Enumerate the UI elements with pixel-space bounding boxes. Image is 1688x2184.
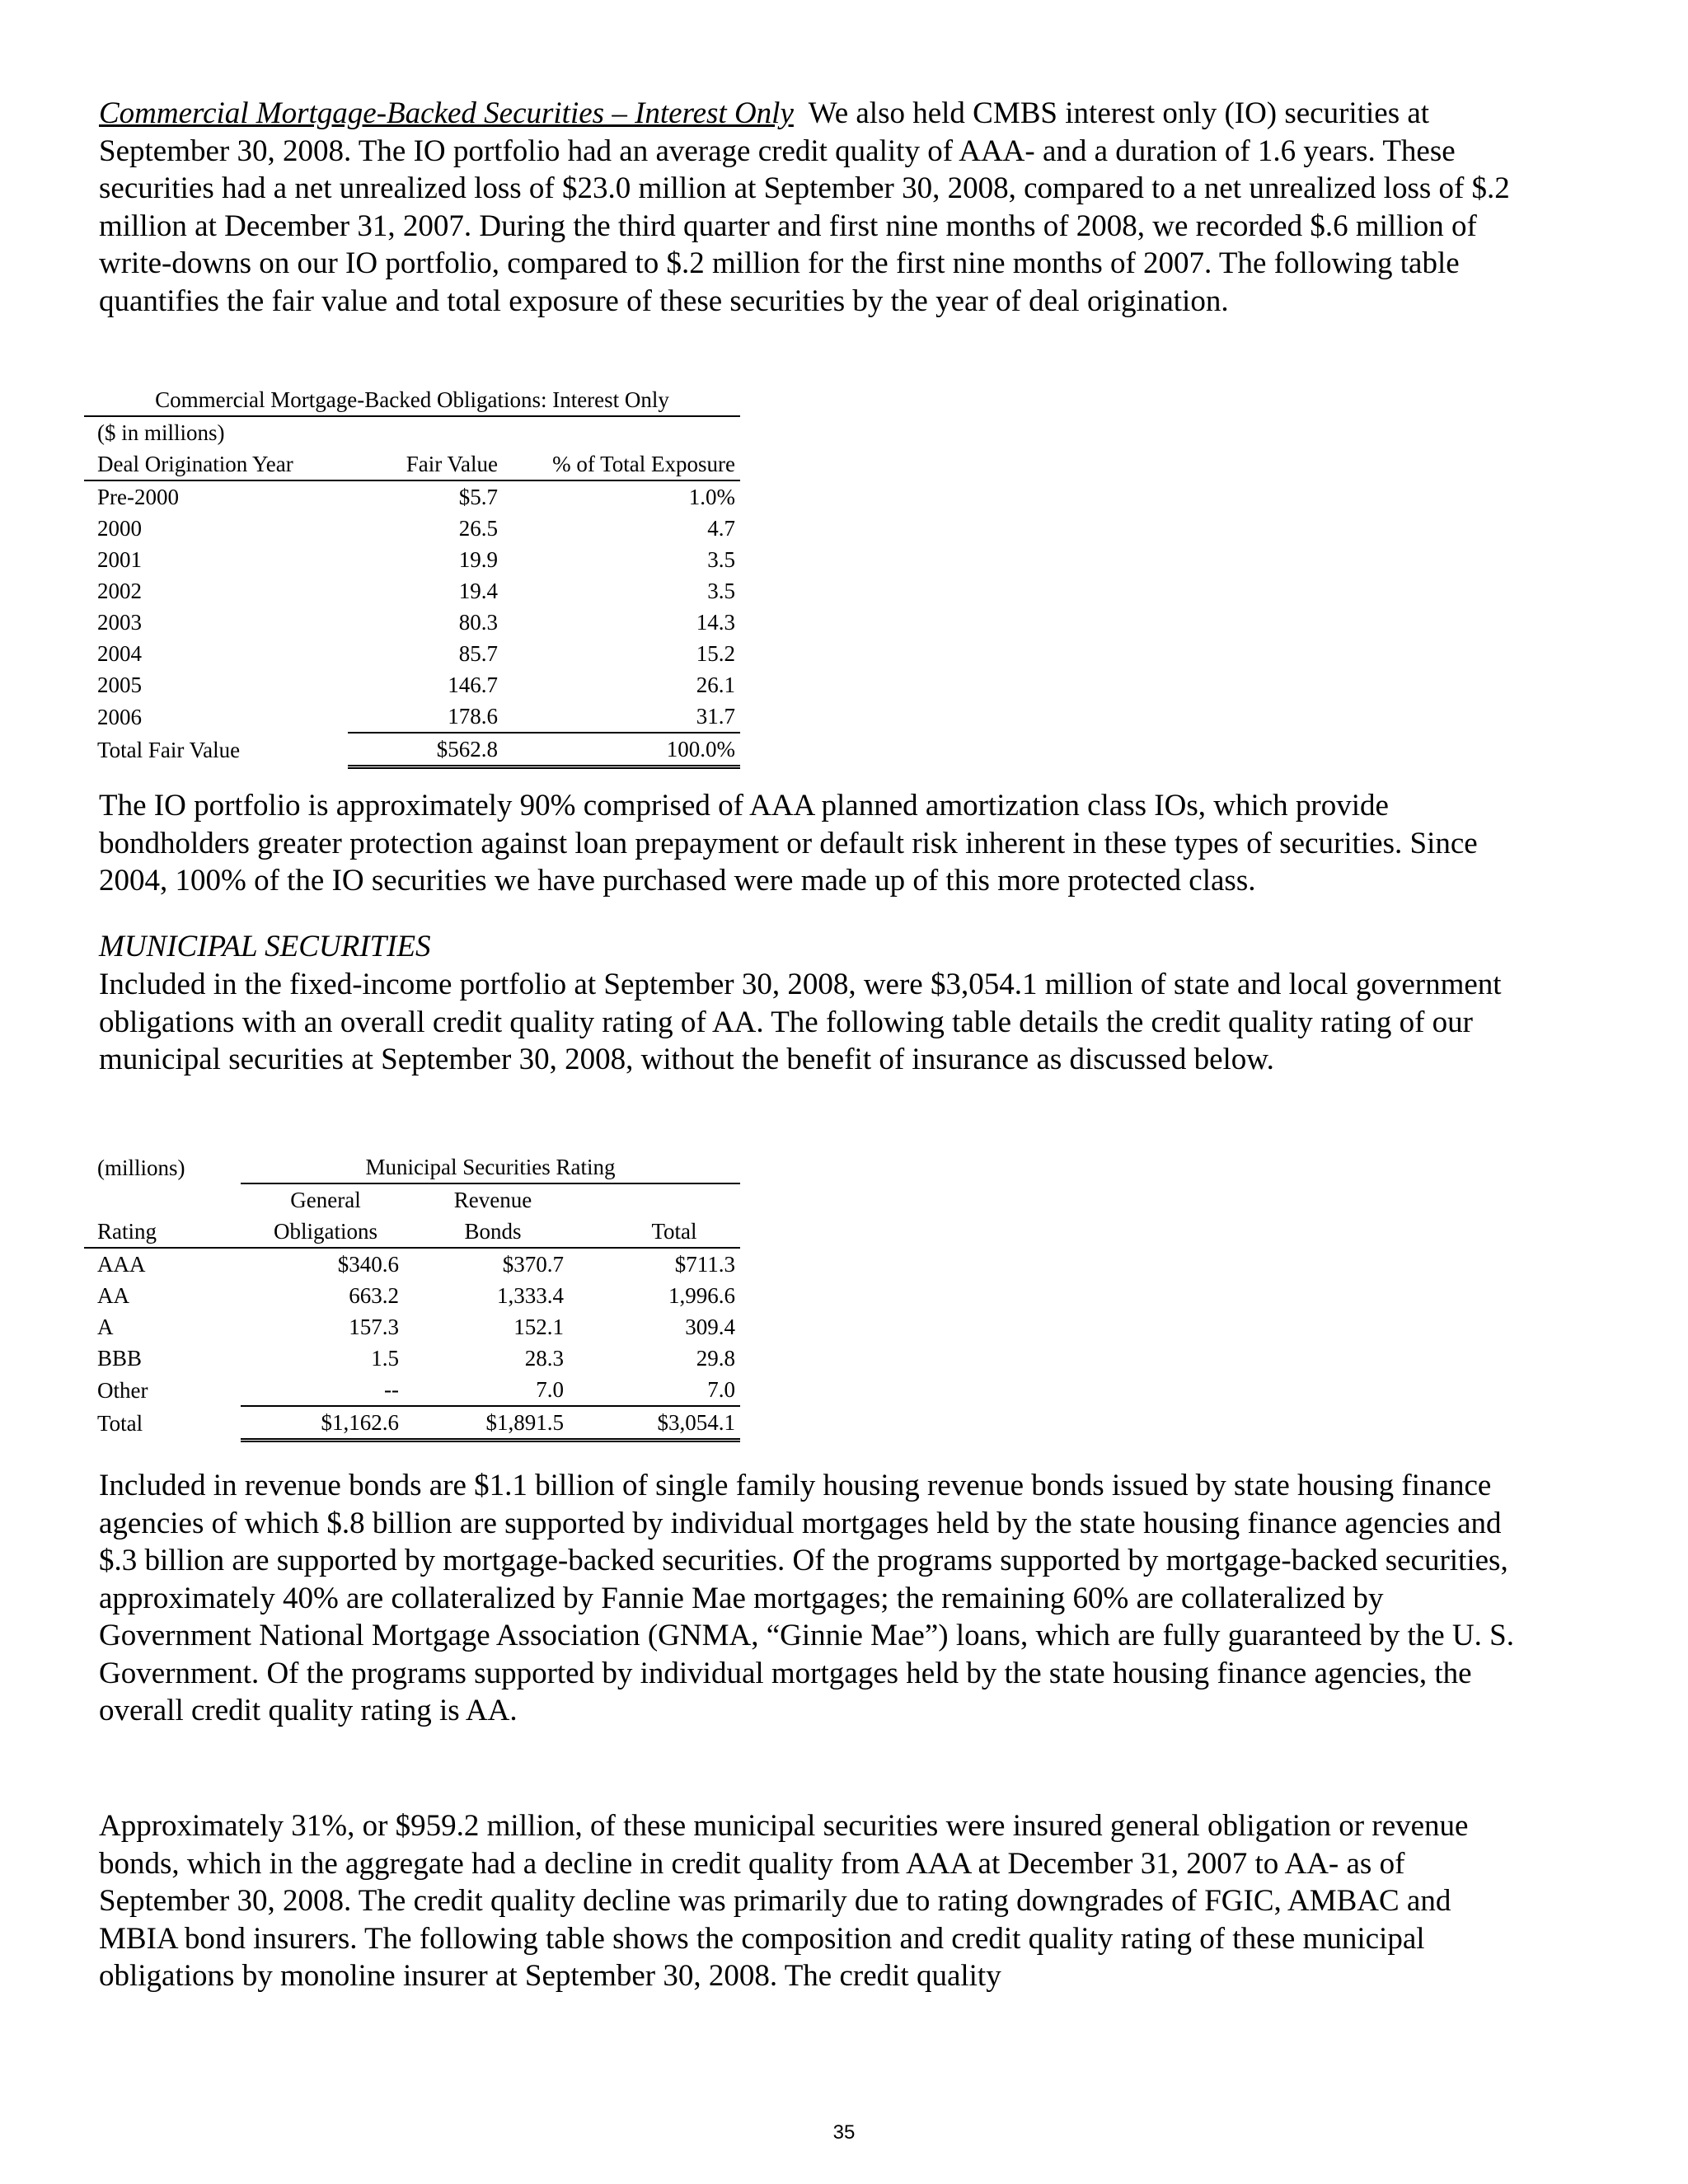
table1-total-value: $562.8 [348,733,498,767]
table1-cell: 3.5 [707,547,735,572]
table2-cell: 7.0 [536,1377,564,1402]
table2-cell: $340.6 [337,1252,399,1277]
table2-cell: 157.3 [349,1315,399,1339]
table1-cell: 2003 [97,610,142,635]
table1-cell: 2001 [97,547,142,572]
table1-cell: $5.7 [458,485,498,509]
table1-cell: 4.7 [707,516,735,541]
table1-total-pct: 100.0% [498,733,740,767]
table-row [84,1374,740,1406]
table1-cell: 26.5 [458,516,498,541]
revenue-bonds-paragraph [99,1467,1533,1730]
table-row [84,513,740,544]
table1-units: ($ in millions) [97,420,225,445]
table2-header-bonds: Bonds [410,1216,575,1248]
table1-cell: 19.9 [458,547,498,572]
table2-cell: BBB [97,1346,143,1371]
table-total-row [84,1406,740,1441]
table1-cell: 3.5 [707,579,735,603]
table-row [84,1343,740,1374]
table2-cell: 1,996.6 [668,1283,735,1308]
table1-cell: 2005 [97,673,142,697]
table1-cell: 80.3 [458,610,498,635]
table1-cell: 2006 [97,704,142,729]
table2-header-general: General [290,1188,361,1212]
table1-cell: 15.2 [696,641,735,666]
table2-cell: $711.3 [674,1252,735,1277]
table2-cell: AAA [97,1252,146,1277]
table1-cell: 2004 [97,641,142,666]
table1-cell: 2000 [97,516,142,541]
table2-cell: 152.1 [513,1315,564,1339]
table1-cell: 19.4 [458,579,498,603]
table-row [84,701,740,733]
table-row [84,1280,740,1311]
table1-cell: 146.7 [448,673,498,697]
table2-units: (millions) [97,1155,185,1180]
cmbs-io-paragraph [99,95,1533,320]
table2-header-obligations: Obligations [241,1216,410,1248]
table2-cell: 29.8 [696,1346,735,1371]
table1-header-exposure: % of Total Exposure [498,448,740,480]
table2-total-all: $3,054.1 [575,1406,740,1441]
insured-municipal-text: Approximately 31%, or $959.2 million, of these municipal securities were insured general obligation or revenue bonds, which in the aggregate had a decline in credit quality from AAA at December 31, 2007 to AA- as of September 30, 2008. The credit quality decline was primarily due to rating downgrades of FGIC, AMBAC and MBIA bond insurers. The following table shows the composition and credit quality rating of these municipal obligations by monoline insurer at September 30, 2008. The credit quality [99,1809,1469,1993]
table1-header-fair-value: Fair Value [348,448,498,480]
cmbs-io-heading: Commercial Mortgage-Backed Securities – Interest Only [99,96,794,130]
table-row [84,544,740,575]
cmbs-io-body: We also held CMBS interest only (IO) securities at September 30, 2008. The IO portfolio had an average credit quality of AAA- and a duration of 1.6 years. These securities had a net unrealized loss of $23.0 million at September 30, 2008, compared to a net unrealized loss of $.2 million at December 31, 2007. During the third quarter and first nine months of 2008, we recorded $.6 million of write-downs on our IO portfolio, compared to $.2 million for the first nine months of 2007. The following table quantifies the fair value and total exposure of these securities by the year of deal origination. [99,96,1510,318]
cmbs-io-table [84,384,740,769]
table-total-row [84,733,740,767]
table-row [84,638,740,669]
table-row [84,1248,740,1280]
page-number: 35 [832,2121,856,2144]
table2-total-go: $1,162.6 [241,1406,410,1441]
table2-header-revenue: Revenue [453,1188,532,1212]
table2-cell: AA [97,1283,129,1308]
table2-total-label: Total [97,1410,143,1436]
municipal-securities-heading: MUNICIPAL SECURITIES [99,930,431,963]
table1-title: Commercial Mortgage-Backed Obligations: Interest Only [84,384,740,416]
table1-cell: 1.0% [688,485,735,509]
table2-total-rev: $1,891.5 [410,1406,575,1441]
municipal-intro-text: Included in the fixed-income portfolio at September 30, 2008, were $3,054.1 million of state and local government obligations with an overall credit quality rating of AA. The following table details the credit quality rating of our municipal securities at September 30, 2008, without the benefit of insurance as discussed below. [99,968,1502,1076]
table2-cell: $370.7 [502,1252,564,1277]
table2-title: Municipal Securities Rating [241,1151,740,1183]
insured-municipal-paragraph [99,1807,1533,1995]
io-portfolio-text: The IO portfolio is approximately 90% comprised of AAA planned amortization class IOs, which provide bondholders greater protection against loan prepayment or default risk inherent in these types of securities. Since 2004, 100% of the IO securities we have purchased were made up of this more protected class. [99,789,1478,898]
table-row [84,1311,740,1343]
table1-cell: Pre-2000 [97,485,179,509]
table-row [84,669,740,701]
table1-cell: 31.7 [696,704,735,729]
table2-cell: 309.4 [685,1315,735,1339]
table2-header-rating: Rating [84,1216,241,1248]
table1-cell: 2002 [97,579,142,603]
table2-cell: 1,333.4 [497,1283,564,1308]
municipal-intro-paragraph [99,966,1533,1079]
table1-header-year: Deal Origination Year [84,448,348,480]
table2-cell: 663.2 [349,1283,399,1308]
table1-cell: 178.6 [448,704,498,729]
table2-header-total: Total [575,1216,740,1248]
municipal-rating-table [84,1151,740,1442]
table-row [84,575,740,607]
table2-cell: 1.5 [371,1346,399,1371]
table1-total-label: Total Fair Value [97,737,241,762]
table-row [84,607,740,638]
table-row [84,480,740,513]
table2-cell: 7.0 [707,1377,735,1402]
table2-cell: Other [97,1377,148,1403]
io-portfolio-paragraph [99,787,1533,900]
table2-cell: A [97,1315,114,1339]
revenue-bonds-text: Included in revenue bonds are $1.1 billion of single family housing revenue bonds issued by state housing finance agencies of which $.8 billion are supported by individual mortgages held by the state housing finance agencies and $.3 billion are supported by mortgage-backed securities. Of the programs supported by mortgage-backed securities, approximately 40% are collateralized by Fannie Mae mortgages; the remaining 60% are collateralized by Government National Mortgage Association (GNMA, “Ginnie Mae”) loans, which are fully guaranteed by the U. S. Government. Of the programs supported by individual mortgages held by the state housing finance agencies, the overall credit quality rating is AA. [99,1469,1514,1727]
table1-cell: 85.7 [458,641,498,666]
table1-cell: 14.3 [696,610,735,635]
table1-cell: 26.1 [696,673,735,697]
table2-cell: 28.3 [524,1346,564,1371]
table2-cell: -- [384,1377,399,1402]
